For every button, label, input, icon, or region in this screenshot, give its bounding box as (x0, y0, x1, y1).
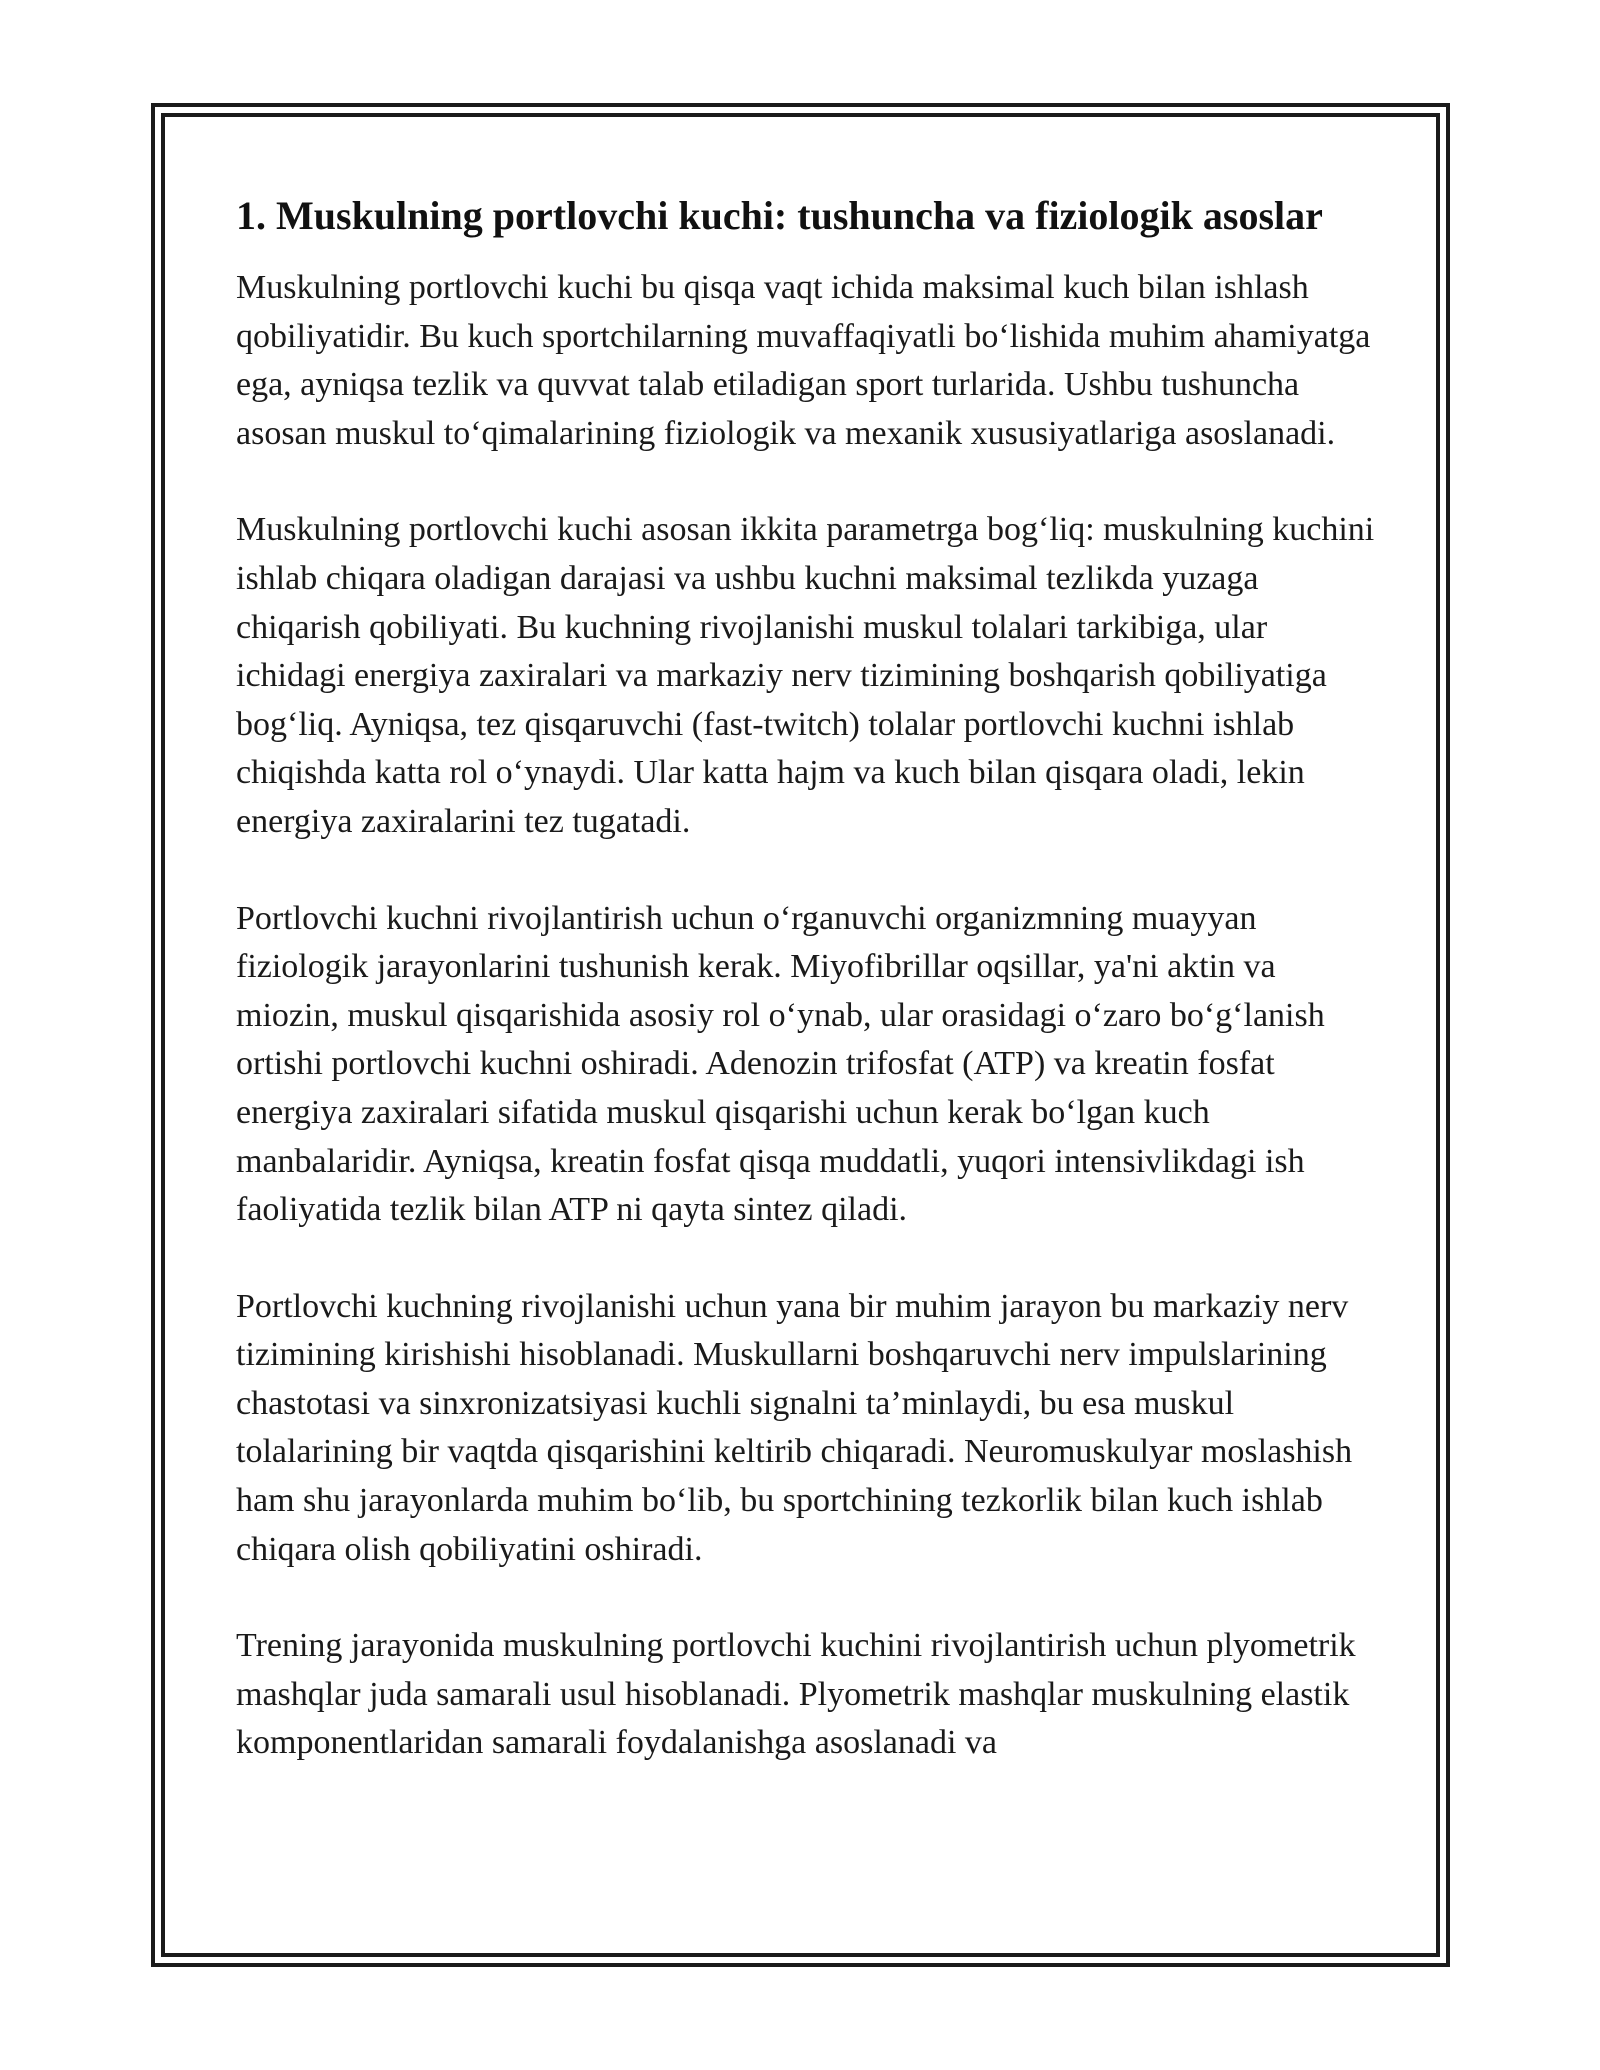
paragraph-1: Muskulning portlovchi kuchi bu qisqa vaqt ichida maksimal kuch bilan ishlash qobiliyatidir. Bu kuch sportchilarning muvaffaqiyatli bo‘lishida muhim ahamiyatga ega, ayniqsa tezlik va quvvat talab etiladigan sport turlarida. Ushbu tushuncha asosan muskul to‘qimalarining fiziologik va mexanik xususiyatlariga asoslanadi. (236, 269, 1371, 452)
document-body (236, 188, 1376, 1816)
paragraph-2: Muskulning portlovchi kuchi asosan ikkita parametrga bog‘liq: muskulning kuchini ishlab chiqara oladigan darajasi va ushbu kuchni maksimal tezlikda yuzaga chiqarish qobiliyati. Bu kuchning rivojlanishi muskul tolalari tarkibiga, ular ichidagi energiya zaxiralari va markaziy nerv tizimining boshqarish qobiliyatiga bog‘liq. Ayniqsa, tez qisqaruvchi (fast-twitch) tolalar portlovchi kuchni ishlab chiqishda katta rol o‘ynaydi. Ular katta hajm va kuch bilan qisqara oladi, lekin energiya zaxiralarini tez tugatadi. (236, 511, 1375, 840)
paragraph-4: Portlovchi kuchning rivojlanishi uchun yana bir muhim jarayon bu markaziy nerv tizimining kirishishi hisoblanadi. Muskullarni boshqaruvchi nerv impulslarining chastotasi va sinxronizatsiyasi kuchli signalni ta’minlaydi, bu esa muskul tolalarining bir vaqtda qisqarishini keltirib chiqaradi. Neuromuskulyar moslashish ham shu jarayonlarda muhim bo‘lib, bu sportchining tezkorlik bilan kuch ishlab chiqara olish qobiliyatini oshiradi. (236, 1287, 1353, 1568)
paragraph-5: Trening jarayonida muskulning portlovchi kuchini rivojlantirish uchun plyometrik mashqlar juda samarali usul hisoblanadi. Plyometrik mashqlar muskulning elastik komponentlaridan samarali foydalanishga asoslanadi va (236, 1627, 1356, 1762)
section-heading: 1. Muskulning portlovchi kuchi: tushuncha va fiziologik asoslar (236, 193, 1323, 238)
paragraph-3: Portlovchi kuchni rivojlantirish uchun o‘rganuvchi organizmning muayyan fiziologik jarayonlarini tushunish kerak. Miyofibrillar oqsillar, ya'ni aktin va miozin, muskul qisqarishida asosiy rol o‘ynab, ular orasidagi o‘zaro bo‘g‘lanish ortishi portlovchi kuchni oshiradi. Adenozin trifosfat (ATP) va kreatin fosfat energiya zaxiralari sifatida muskul qisqarishi uchun kerak bo‘lgan kuch manbalaridir. Ayniqsa, kreatin fosfat qisqa muddatli, yuqori intensivlikdagi ish faoliyatida tezlik bilan ATP ni qayta sintez qiladi. (236, 899, 1325, 1229)
